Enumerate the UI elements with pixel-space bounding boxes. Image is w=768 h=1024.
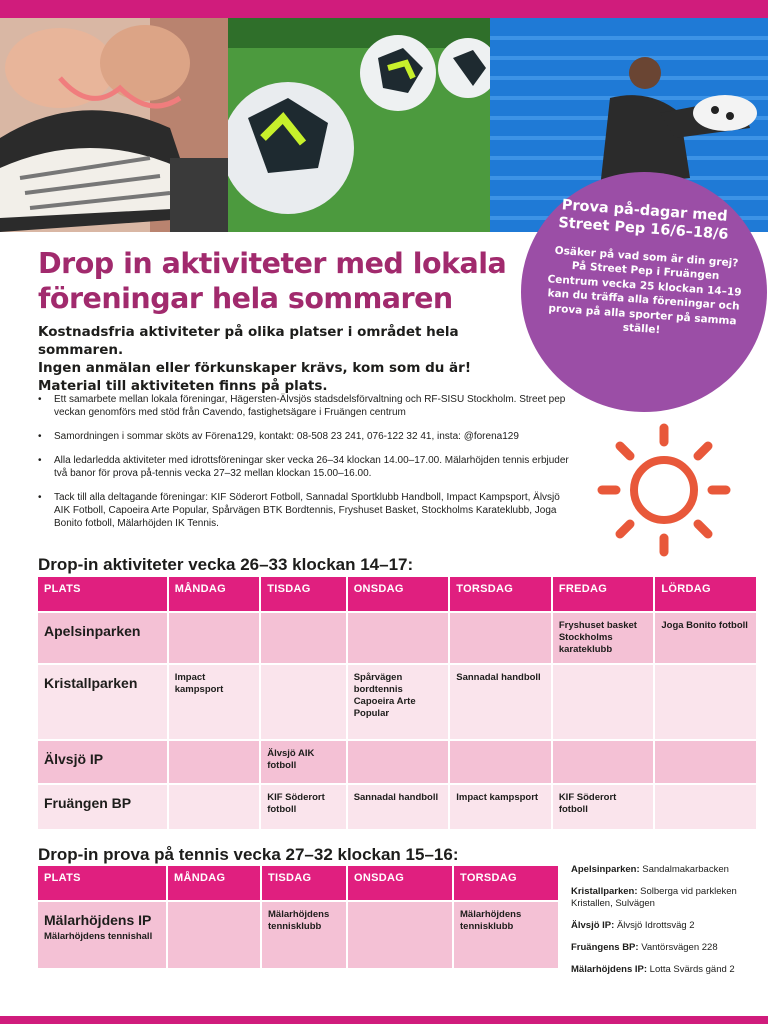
table-row [38, 611, 756, 663]
page-title: Drop in aktiviteter med lokala föreningar hela sommaren [38, 247, 507, 315]
intro-text [38, 323, 538, 395]
col-header-tisdag: TISDAG [261, 577, 345, 611]
info-bullet: • Tack till alla deltagande föreningar: KIF Söderort Fotboll, Sannadal Sportklubb Handboll, Impact Kampsport, Älvsjö AIK Fotboll, Capoeira Arte Popular, Spårvägen BTK Bordtennis, Fryshuset Basket, Stockholms Karateklubb, Joga Bonito fotboll, Mälarhöjden IK Tennis. [38, 491, 578, 530]
col-header-fredag: FREDAG [553, 577, 654, 611]
address-place: Fruängens BP: [571, 942, 639, 953]
table-row [38, 900, 558, 968]
table-cell: Joga Bonito fotboll [655, 611, 756, 663]
table-cell: Älvsjö AIK fotboll [261, 739, 345, 783]
table-cell: Spårvägen bordtennis Capoeira Arte Popular [348, 663, 449, 739]
activities-schedule-table [36, 577, 758, 829]
table-cell: Impact kampsport [169, 663, 260, 739]
table-row [38, 783, 756, 829]
tennis-schedule-table [36, 866, 560, 968]
table-cell [553, 739, 654, 783]
place-cell: Fruängen BP [38, 783, 167, 829]
place-cell: Kristallparken [38, 663, 167, 739]
address-place: Mälarhöjdens IP: [571, 964, 648, 975]
place-cell: Apelsinparken [38, 611, 167, 663]
col-header-onsdag: ONSDAG [348, 866, 452, 900]
top-accent-bar [0, 0, 768, 18]
intro-line-3: Material till aktiviteten finns på plats. [38, 378, 328, 394]
table-cell [169, 739, 260, 783]
info-bullet: • Samordningen i sommar sköts av Förena129, kontakt: 08-508 23 241, 076-122 32 41, insta: @forena129 [38, 430, 578, 443]
place-cell: Älvsjö IP [38, 739, 167, 783]
photo-shoe-lacing [0, 18, 228, 232]
col-header-plats: PLATS [38, 866, 166, 900]
address-place: Apelsinparken: [571, 864, 640, 875]
address-list [571, 864, 763, 986]
address-item [571, 886, 763, 910]
info-bullet: • Ett samarbete mellan lokala föreningar, Hägersten-Älvsjös stadsdelsförvaltning och RF-SISU Stockholm. Street pep veckan genomförs med stöd från Cavendo, fastighetsägare i Fruängen centrum [38, 393, 578, 419]
schedule-title-activities: Drop-in aktiviteter vecka 26–33 klockan 14–17: [38, 555, 414, 574]
table-header-row [38, 866, 558, 900]
col-header-mandag: MÅNDAG [168, 866, 260, 900]
table-cell: Sannadal handboll [450, 663, 551, 739]
promo-body: Osäker på vad som är din grej? På Street Pep i Fruängen Centrum vecka 25 klockan 14–19 kan du träffa alla föreningar och prova på alla sporter på samma ställe! [547, 244, 742, 337]
table-cell [348, 900, 452, 968]
table-cell: KIF Söderort fotboll [261, 783, 345, 829]
table-cell [655, 739, 756, 783]
address-place: Kristallparken: [571, 886, 638, 897]
table-row [38, 663, 756, 739]
table-cell: Sannadal handboll [348, 783, 449, 829]
col-header-torsdag: TORSDAG [454, 866, 558, 900]
col-header-mandag: MÅNDAG [169, 577, 260, 611]
promo-title: Prova på-dagar med Street Pep 16/6–18/6 [557, 197, 729, 244]
place-name: Mälarhöjdens IP [44, 912, 152, 928]
table-cell [169, 611, 260, 663]
table-cell: Fryshuset basket Stockholms karateklubb [553, 611, 654, 663]
col-header-tisdag: TISDAG [262, 866, 346, 900]
col-header-lordag: LÖRDAG [655, 577, 756, 611]
address-value: Vantörsvägen 228 [641, 942, 718, 953]
table-cell [261, 611, 345, 663]
intro-line-1: Kostnadsfria aktiviteter på olika platser i området hela sommaren. [38, 324, 459, 358]
table-cell [348, 611, 449, 663]
address-item [571, 964, 763, 976]
address-place: Älvsjö IP: [571, 920, 615, 931]
address-item [571, 920, 763, 932]
table-cell [261, 663, 345, 739]
sun-icon [594, 420, 734, 560]
place-cell [38, 900, 166, 968]
address-value: Lotta Svärds gänd 2 [649, 964, 735, 975]
bottom-accent-bar [0, 1016, 768, 1024]
table-cell [168, 900, 260, 968]
col-header-onsdag: ONSDAG [348, 577, 449, 611]
table-header-row [38, 577, 756, 611]
table-cell [450, 611, 551, 663]
address-value: Sandalmakarbacken [642, 864, 729, 875]
table-cell: KIF Söderort fotboll [553, 783, 654, 829]
place-subtitle: Mälarhöjdens tennishall [44, 931, 153, 942]
table-cell: Impact kampsport [450, 783, 551, 829]
address-item [571, 942, 763, 954]
table-cell [655, 783, 756, 829]
table-cell [348, 739, 449, 783]
address-value: Solberga vid parkleken Kristallen, Sulvägen [571, 886, 737, 909]
address-value: Älvsjö Idrottsväg 2 [616, 920, 695, 931]
table-cell: Mälarhöjdens tennisklubb [454, 900, 558, 968]
table-row [38, 739, 756, 783]
photo-footballs [228, 18, 490, 232]
col-header-plats: PLATS [38, 577, 167, 611]
table-cell [450, 739, 551, 783]
intro-line-2: Ingen anmälan eller förkunskaper krävs, kom som du är! [38, 360, 471, 376]
table-cell [169, 783, 260, 829]
col-header-torsdag: TORSDAG [450, 577, 551, 611]
table-cell: Mälarhöjdens tennisklubb [262, 900, 346, 968]
promo-circle [521, 172, 767, 412]
info-bullet: • Alla ledarledda aktiviteter med idrottsföreningar sker vecka 26–34 klockan 14.00–17.00. Mälarhöjden tennis erbjuder två banor för prova på-tennis vecka 27–32 mellan klockan 15.00–16.00. [38, 454, 578, 480]
schedule-title-tennis: Drop-in prova på tennis vecka 27–32 klockan 15–16: [38, 845, 459, 864]
address-item [571, 864, 763, 876]
table-cell [553, 663, 654, 739]
table-cell [655, 663, 756, 739]
info-bullet-list [38, 393, 578, 541]
